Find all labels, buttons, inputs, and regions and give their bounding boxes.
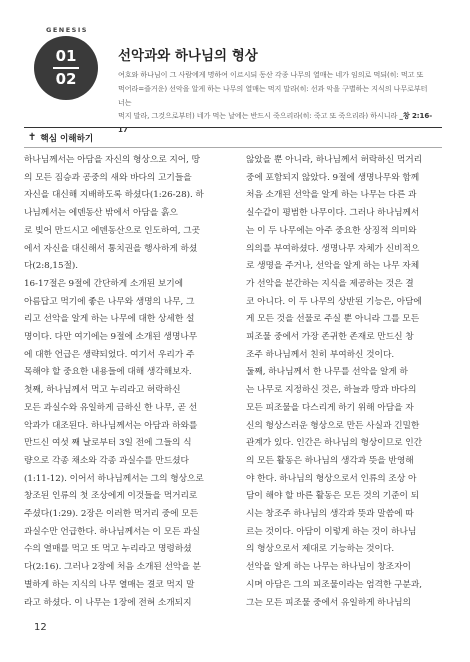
body-line: 처음 소개된 선악을 알게 하는 나무는 다른 과	[246, 190, 417, 201]
body-line: 리고 선악을 알게 하는 나무에 대한 상세한 설	[24, 314, 195, 325]
body-line: 로 생명을 주거나, 선악을 알게 하는 나무 자체	[246, 261, 420, 272]
cross-icon: ✝	[28, 132, 37, 143]
body-line: 르는 것이다. 아담이 이렇게 하는 것이 하나님	[246, 526, 417, 537]
body-line: 신의 형상스러운 형상으로 만든 사실과 긴밀한	[246, 420, 420, 431]
body-line: 의의를 부여하셨다. 생명나무 자체가 신비적으	[246, 243, 420, 254]
verse-reference: _창 2:16-17	[118, 111, 433, 135]
body-line: 야 한다. 하나님의 형상으로서 인류의 조상 아	[246, 473, 417, 484]
body-line: 자신을 대신해 지배하도록 하셨다(1:26-28). 하	[24, 190, 204, 201]
body-line: 만드신 여섯 째 날로부터 3일 전에 그들의 식	[24, 438, 192, 449]
body-line: 아름답고 먹기에 좋은 나무와 생명의 나무, 그	[24, 296, 195, 307]
body-line: 조주 하나님께서 친히 부여하신 것이다.	[246, 349, 395, 360]
body-line: 의 모든 활동은 하나님의 생각과 뜻을 반영해	[246, 455, 414, 466]
body-line: 주셨다(1:29). 2장은 이러한 먹거리 중에 모든	[24, 509, 199, 520]
verse-line: 여호와 하나님이 그 사람에게 명하여 이르시되 동산 각종 나무의 열매는 네가 임의로 먹되(히: 먹고 또	[118, 70, 424, 79]
body-line: 담이 해야 할 바른 활동은 모든 것의 기준이 되	[246, 491, 420, 502]
body-line: 가 선악을 분간하는 지식을 제공하는 것은 결	[246, 278, 414, 289]
left-column	[24, 152, 220, 612]
chapter-badge	[34, 36, 98, 100]
body-line: 실수같이 평범한 나무이다. 그러나 하나님께서	[246, 208, 420, 219]
body-line: 중에 포함되지 않았다. 9절에 생명나무와 함께	[246, 172, 420, 183]
body-line: 코 아니다. 이 두 나무의 상반된 기능은, 아담에	[246, 296, 422, 307]
body-line: 시는 창조주 하나님의 생각과 뜻과 말씀에 따	[246, 509, 414, 520]
chapter-badge-bottom: 02	[55, 69, 77, 88]
body-line: 둘째, 하나님께서 한 나무를 선악을 알게 하	[246, 367, 408, 378]
body-line: (1:11-12). 이어서 하나님께서는 그의 형상으로	[24, 473, 204, 484]
body-line: 피조물 중에서 가장 존귀한 존재로 만드신 창	[246, 332, 414, 343]
body-line: 에서 자신을 대신해서 통치권을 행사하게 하셨	[24, 243, 198, 254]
body-line: 에 대한 언급은 생략되었다. 여기서 우리가 주	[24, 349, 195, 360]
body-line: 명이다. 다만 여기에는 9절에 소개된 생명나무	[24, 332, 198, 343]
body-line: 수의 열매를 먹고 또 먹고 누리라고 명령하셨	[24, 544, 192, 555]
body-line: 의 형상으로서 제대로 기능하는 것이다.	[246, 544, 395, 555]
section-header	[24, 127, 442, 148]
body-line: 시며 아담은 그의 피조물이라는 엄격한 구분과,	[246, 579, 423, 590]
body-line: 창조된 인류의 첫 조상에게 이것들을 먹거리로	[24, 491, 198, 502]
body-line: 그는 모든 피조물 중에서 유일하게 하나님의	[246, 597, 411, 608]
page-number: 12	[34, 622, 47, 633]
body-line: 라고 하셨다. 이 나무는 1장에 전혀 소개되지	[24, 597, 192, 608]
body-line: 의 모든 짐승과 공중의 새와 바다의 고기들을	[24, 172, 192, 183]
body-line: 모든 피조물을 다스리게 하기 위해 아담을 자	[246, 402, 414, 413]
body-line: 않았을 뿐 아니라, 하나님께서 허락하신 먹거리	[246, 155, 423, 165]
body-line: 목해야 할 중요한 내용들에 대해 생각해보자.	[24, 367, 192, 378]
page-title: 선악과와 하나님의 형상	[118, 48, 258, 64]
body-line: 과실수만 언급한다. 하나님께서는 이 모든 과실	[24, 526, 201, 537]
body-line: 16-17절은 9절에 간단하게 소개된 보기에	[24, 278, 184, 289]
badge-arc-text: GENESIS	[46, 26, 88, 34]
body-line: 다(2:8,15절).	[24, 261, 78, 272]
body-line: 다(2:16). 그러나 2장에 처음 소개된 선악을 분	[24, 562, 201, 573]
body-line: 게 모든 것을 선물로 주실 뿐 아니라 그를 모든	[246, 314, 420, 325]
section-label: 핵심 이해하기	[40, 133, 94, 144]
chapter-badge-top: 01	[55, 47, 77, 66]
body-line: 는 나무로 지정하신 것은, 하늘과 땅과 바다의	[246, 385, 417, 396]
body-line: 나님께서는 에덴동산 밖에서 아담을 흙으	[24, 208, 178, 219]
body-line: 별하게 하는 지식의 나무 열매는 결코 먹지 말	[24, 579, 195, 590]
verse-line-text: 먹지 말라, 그것으로부터) 네가 먹는 날에는 반드시 죽으리라(히: 죽고 또 죽으리라) 하시니라	[118, 111, 398, 121]
body-line: 관계가 있다. 인간은 하나님의 형상이므로 인간	[246, 438, 423, 449]
chapter-badge-divider	[53, 67, 79, 69]
body-line: 하나님께서는 아담을 자신의 형상으로 지어, 땅	[24, 155, 201, 165]
body-line: 선악을 알게 하는 나무는 하나님이 창조자이	[246, 562, 411, 573]
verse-line: 먹어라=즐거운) 선악을 알게 하는 나무의 열매는 먹지 말라(히: 선과 악을 구별하는 지식의 나무로부터 너는	[118, 83, 428, 107]
body-line: 량으로 각종 채소와 각종 과실수를 만드셨다	[24, 455, 189, 466]
body-line: 악과가 대조된다. 하나님께서는 아담과 하와를	[24, 420, 198, 431]
body-line: 모든 과실수와 유일하게 금하신 한 나무, 곧 선	[24, 402, 198, 413]
body-line: 로 빚어 만드시고 에덴동산으로 인도하여, 그곳	[24, 225, 201, 236]
right-column	[246, 152, 442, 612]
body-line: 는 이 두 나무에는 아주 중요한 상징적 의미와	[246, 225, 417, 236]
body-line: 첫째, 하나님께서 먹고 누리라고 허락하신	[24, 385, 181, 396]
